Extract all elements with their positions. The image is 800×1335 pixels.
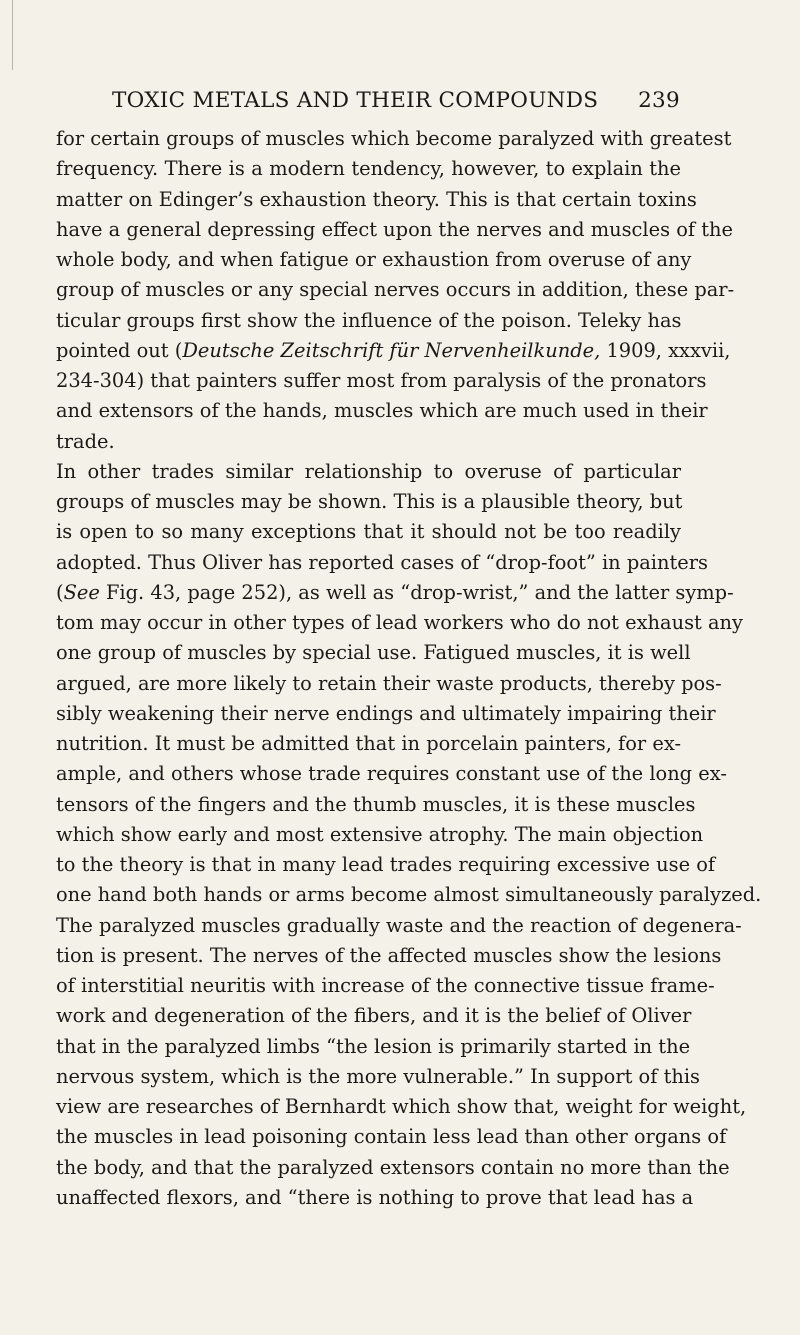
text-line: have a general depressing effect upon the nerves and muscles of the <box>56 217 733 241</box>
text-line: unaffected flexors, and “there is nothing to prove that lead has a <box>56 1185 694 1209</box>
see-suffix: Fig. 43, page 252), as well as “drop-wrist,” and the latter symp- <box>99 580 734 604</box>
text-line: The paralyzed muscles gradually waste and the reaction of degenera- <box>56 913 742 937</box>
text-line: argued, are more likely to retain their waste products, thereby pos- <box>56 671 722 695</box>
running-title: TOXIC METALS AND THEIR COMPOUNDS <box>112 88 599 113</box>
text-line: to the theory is that in many lead trades requiring excessive use of <box>56 853 716 876</box>
text-line: ticular groups first show the influence of the poison. Teleky has <box>56 308 682 332</box>
page-number: 239 <box>638 88 680 113</box>
text-line: ample, and others whose trade requires constant use of the long ex- <box>56 762 727 786</box>
text-line: which show early and most extensive atrophy. The main objection <box>56 822 704 846</box>
text-line: 234-304) that painters suffer most from paralysis of the pronators <box>56 369 707 392</box>
text-line: tom may occur in other types of lead workers who do not exhaust any <box>56 611 743 634</box>
text-line: nervous system, which is the more vulnerable.” In support of this <box>56 1064 701 1088</box>
text-line: and extensors of the hands, muscles which are much used in their <box>56 399 708 423</box>
text-line: the body, and that the paralyzed extensors contain no more than the <box>56 1155 730 1179</box>
text-line: group of muscles or any special nerves occurs in addition, these par- <box>56 278 735 302</box>
text-line-see-reference <box>56 578 734 608</box>
text-line: of interstitial neuritis with increase of the connective tissue frame- <box>56 974 715 997</box>
text-line: frequency. There is a modern tendency, however, to explain the <box>56 157 681 181</box>
citation-prefix: pointed out ( <box>56 338 183 362</box>
text-line-citation <box>56 336 731 366</box>
running-head <box>112 86 680 116</box>
body-text <box>56 124 762 1213</box>
text-line: that in the paralyzed limbs “the lesion is primarily started in the <box>56 1034 691 1058</box>
text-line: whole body, and when fatigue or exhaustion from overuse of any <box>56 248 692 271</box>
text-line: groups of muscles may be shown. This is a plausible theory, but <box>56 490 683 513</box>
text-line: for certain groups of muscles which become paralyzed with greatest <box>56 127 732 150</box>
text-line: matter on Edinger’s exhaustion theory. This is that certain toxins <box>56 187 697 211</box>
paragraph-end-line: trade. <box>56 429 115 453</box>
text-line: tion is present. The nerves of the affected muscles show the lesions <box>56 943 722 967</box>
paragraph-start-line: In other trades similar relationship to overuse of particular <box>56 459 681 483</box>
text-line: adopted. Thus Oliver has reported cases of “drop-foot” in painters <box>56 550 708 574</box>
see-prefix: ( <box>56 580 64 604</box>
text-line: one group of muscles by special use. Fatigued muscles, it is well <box>56 641 691 665</box>
text-line: tensors of the fingers and the thumb muscles, it is these muscles <box>56 792 696 816</box>
citation-suffix: 1909, xxxvii, <box>600 338 731 362</box>
page-edge-divider <box>12 0 13 70</box>
text-line: work and degeneration of the fibers, and it is the belief of Oliver <box>56 1004 692 1028</box>
text-line: view are researches of Bernhardt which show that, weight for weight, <box>56 1095 747 1118</box>
text-line: nutrition. It must be admitted that in porcelain painters, for ex- <box>56 732 681 755</box>
see-italic: See <box>63 580 100 604</box>
text-line: the muscles in lead poisoning contain less lead than other organs of <box>56 1125 727 1149</box>
text-line: sibly weakening their nerve endings and ultimately impairing their <box>56 701 716 725</box>
journal-title: Deutsche Zeitschrift für Nervenheilkunde, <box>182 338 601 362</box>
text-line: one hand both hands or arms become almost simultaneously paralyzed. <box>56 883 762 907</box>
text-line: is open to so many exceptions that it should not be too readily <box>56 520 681 544</box>
